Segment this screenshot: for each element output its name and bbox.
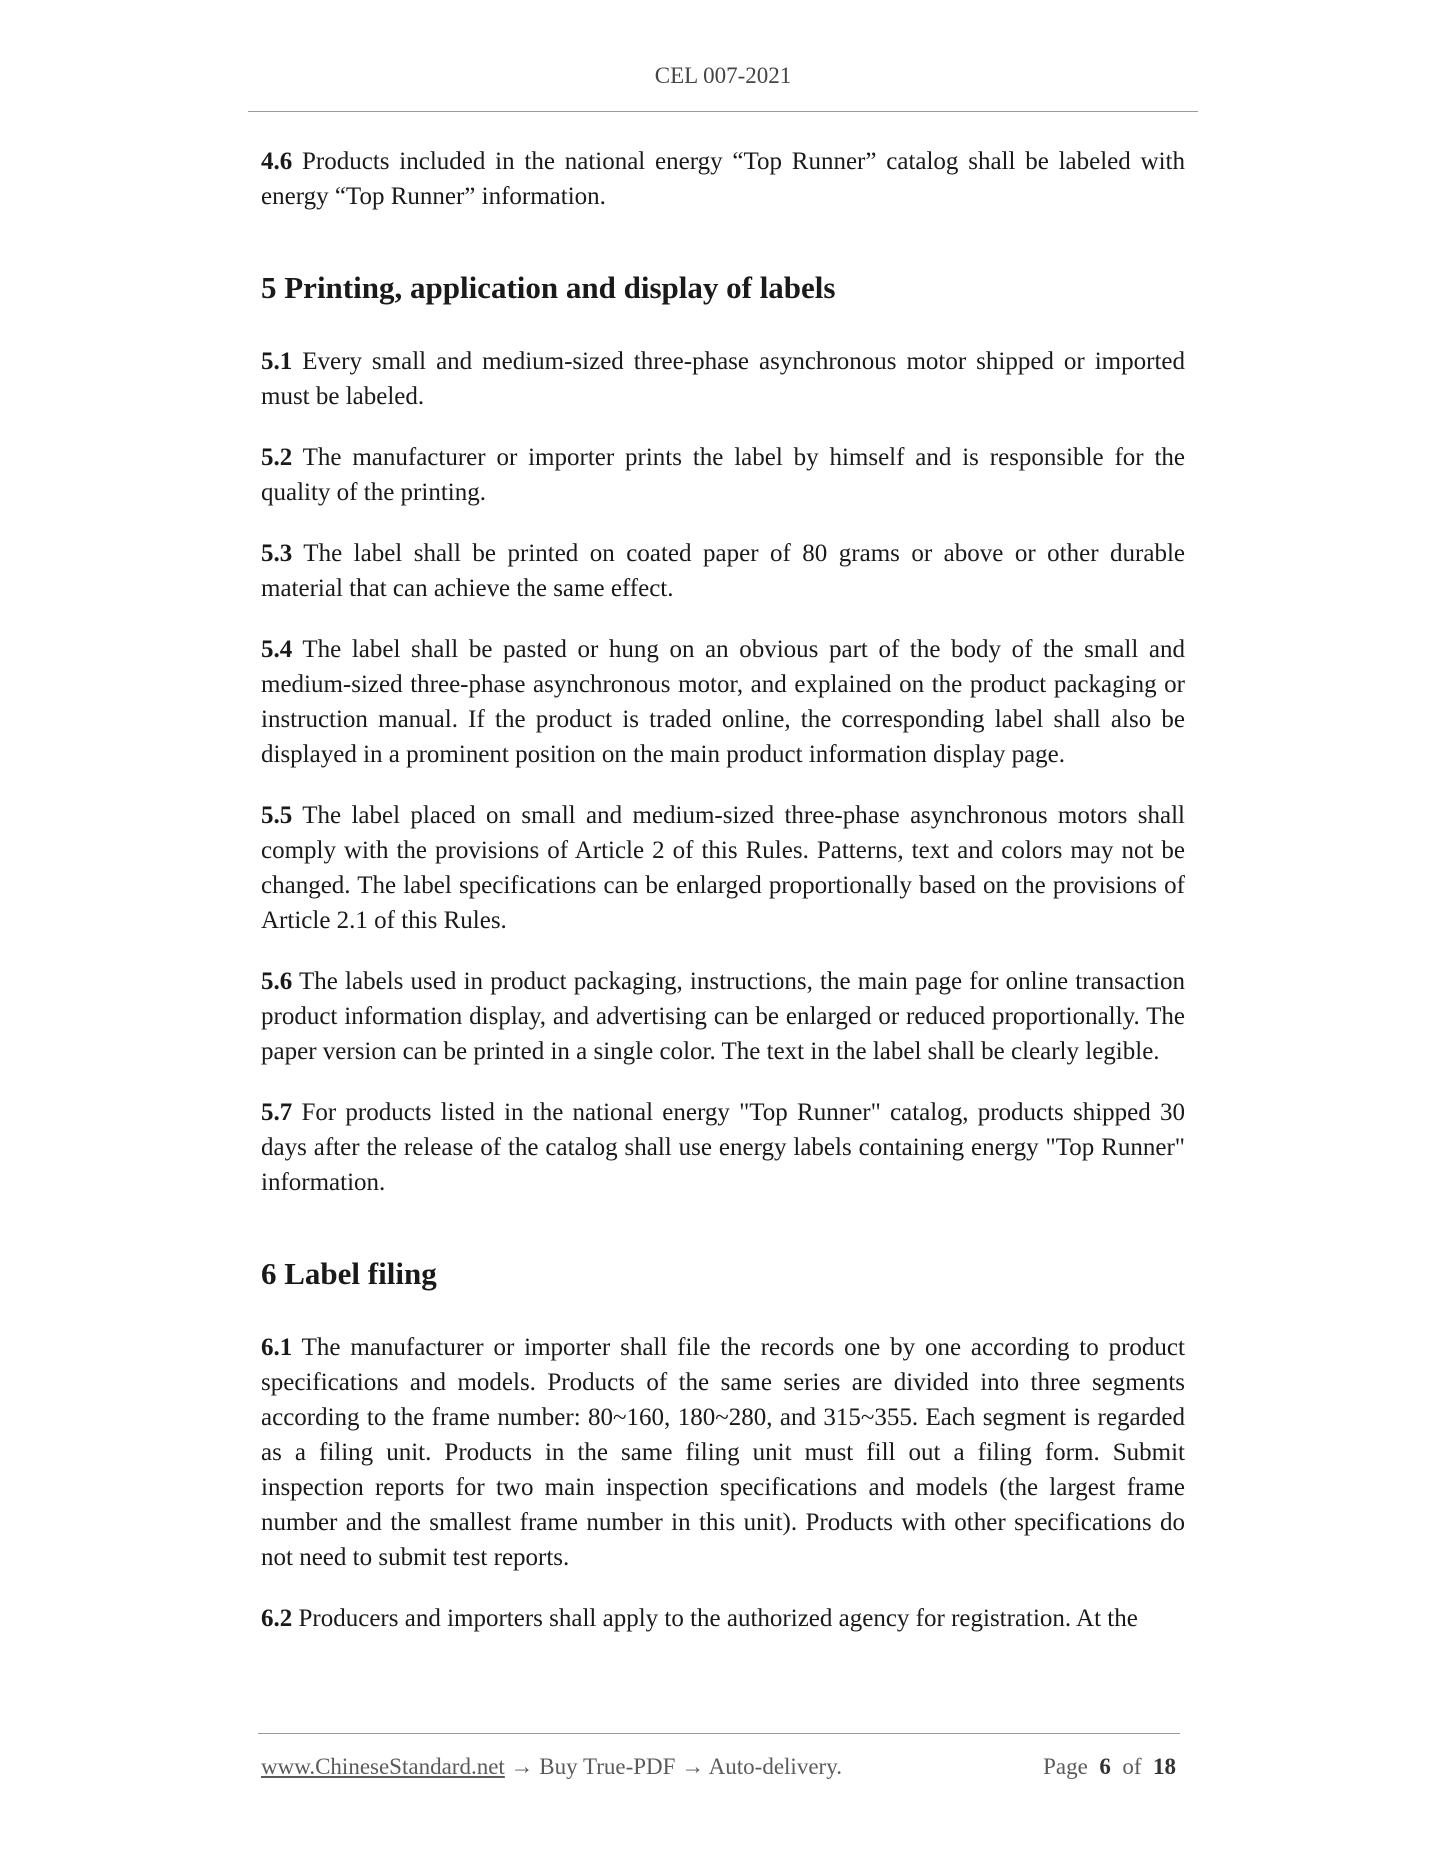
clause-number: 5.1 [261, 348, 293, 375]
arrow-right-icon: → [510, 1754, 534, 1779]
page-label: Page [1043, 1754, 1088, 1779]
clause-text: The label shall be printed on coated paper of 80 grams or above or other durable material that can achieve the same effect. [261, 540, 1185, 602]
header-divider [248, 111, 1198, 112]
arrow-right-icon: → [681, 1754, 705, 1779]
page-footer [261, 1752, 1180, 1782]
paragraph-5-7 [261, 1095, 1185, 1200]
total-pages-number: 18 [1153, 1754, 1176, 1779]
clause-number: 6.1 [261, 1334, 293, 1361]
current-page-number: 6 [1099, 1754, 1111, 1779]
clause-text: The labels used in product packaging, instructions, the main page for online transaction product information display, and advertising can be enlarged or reduced proportionally. The paper version can be printed in a single color. The text in the label shall be clearly legible. [261, 968, 1185, 1065]
page-of-label: of [1122, 1754, 1142, 1779]
section-heading-6: 6 Label filing [261, 1256, 437, 1291]
section-heading-5: 5 Printing, application and display of labels [261, 270, 836, 305]
paragraph-5-5 [261, 798, 1185, 938]
clause-text: The label placed on small and medium-sized three-phase asynchronous motors shall comply with the provisions of Article 2 of this Rules. Patterns, text and colors may not be changed. The label specifications can be enlarged proportionally based on the provisions of Article 2.1 of this Rules. [261, 802, 1185, 934]
buy-true-pdf-text: Buy True-PDF [539, 1754, 676, 1779]
auto-delivery-text: Auto-delivery. [708, 1754, 842, 1779]
paragraph-4-6 [261, 144, 1185, 214]
page-header: CEL 007-2021 [654, 63, 792, 88]
paragraph-6-2 [261, 1601, 1185, 1636]
clause-text: The manufacturer or importer prints the label by himself and is responsible for the quality of the printing. [261, 444, 1185, 506]
page-indicator [1043, 1752, 1176, 1782]
footer-divider [258, 1733, 1180, 1734]
paragraph-5-4 [261, 632, 1185, 772]
clause-text: Producers and importers shall apply to the authorized agency for registration. At the [298, 1605, 1138, 1632]
document-body [261, 144, 1185, 1662]
clause-number: 6.2 [261, 1605, 293, 1632]
clause-text: For products listed in the national energy "Top Runner" catalog, products shipped 30 days after the release of the catalog shall use energy labels containing energy "Top Runner" information. [261, 1099, 1185, 1196]
clause-number: 5.5 [261, 802, 293, 829]
paragraph-6-1 [261, 1330, 1185, 1575]
clause-text: Every small and medium-sized three-phase asynchronous motor shipped or imported must be labeled. [261, 348, 1186, 410]
clause-number: 5.3 [261, 540, 293, 567]
clause-text: The label shall be pasted or hung on an obvious part of the body of the small and medium-sized three-phase asynchronous motor, and explained on the product packaging or instruction manual. If the product is traded online, the corresponding label shall also be displayed in a prominent position on the main product information display page. [261, 636, 1185, 768]
clause-number: 5.6 [261, 968, 293, 995]
clause-text: The manufacturer or importer shall file the records one by one according to product specifications and models. Products of the same series are divided into three segments according to the frame number: 80~160, 180~280, and 315~355. Each segment is regarded as a filing unit. Products in the same filing unit must fill out a filing form. Submit inspection reports for two main inspection specifications and models (the largest frame number and the smallest frame number in this unit). Products with other specifications do not need to submit test reports. [261, 1334, 1185, 1571]
paragraph-5-2 [261, 440, 1185, 510]
paragraph-5-1 [261, 344, 1185, 414]
clause-number: 5.7 [261, 1099, 293, 1126]
clause-text: Products included in the national energy “Top Runner” catalog shall be labeled with energy “Top Runner” information. [261, 148, 1185, 210]
clause-number: 4.6 [261, 148, 293, 175]
clause-number: 5.4 [261, 636, 293, 663]
clause-number: 5.2 [261, 444, 293, 471]
paragraph-5-3 [261, 536, 1185, 606]
footer-promo [261, 1752, 842, 1782]
paragraph-5-6 [261, 964, 1185, 1069]
site-link[interactable]: www.ChineseStandard.net [261, 1754, 505, 1779]
